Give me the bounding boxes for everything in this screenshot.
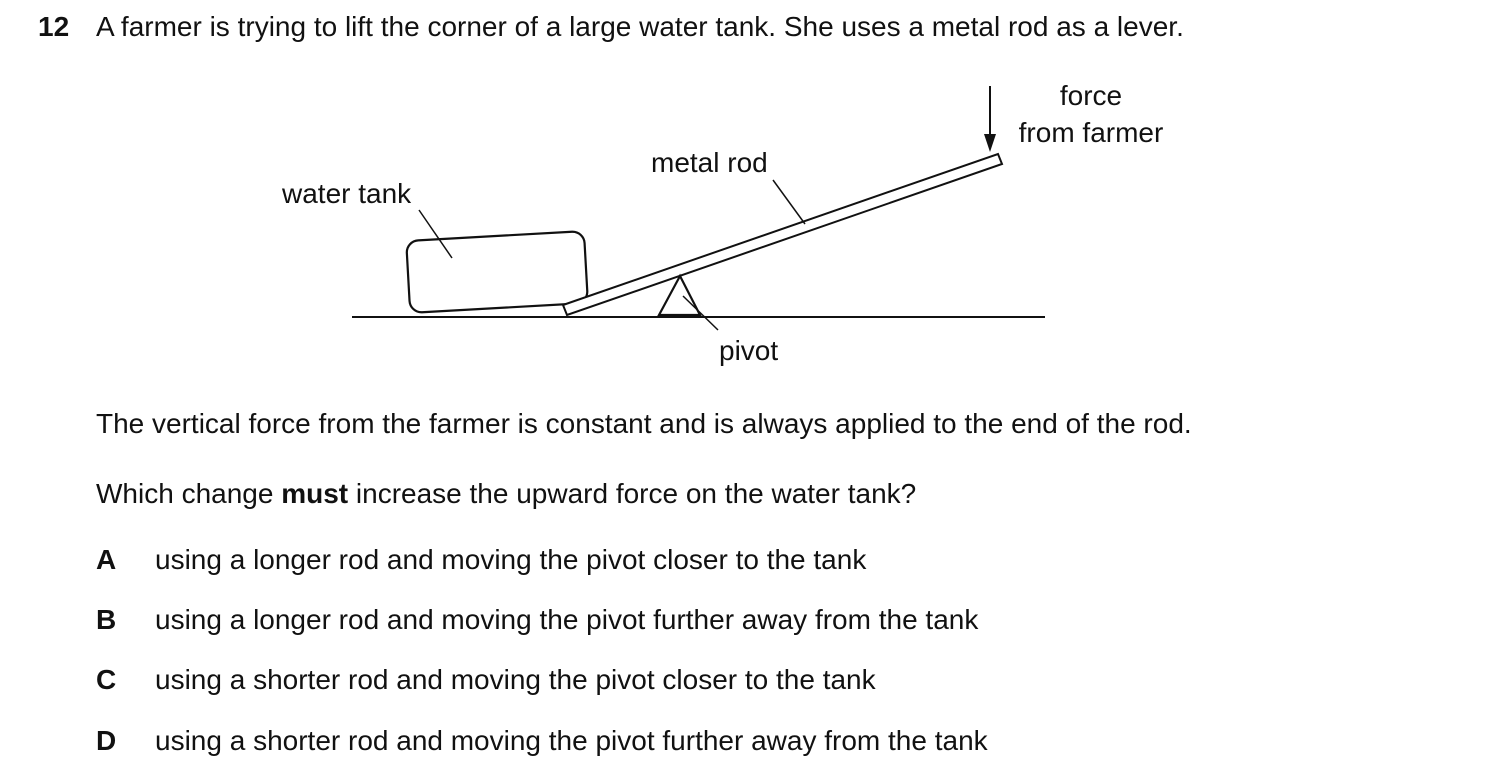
metal-rod-label: metal rod xyxy=(651,147,768,178)
prompt-text-end: increase the upward force on the water tank? xyxy=(348,478,917,509)
option-text: using a shorter rod and moving the pivot further away from the tank xyxy=(155,725,988,756)
option-letter: C xyxy=(96,664,117,695)
force-label-line2: from farmer xyxy=(1018,117,1164,148)
option-letter: A xyxy=(96,544,117,575)
option-letter: D xyxy=(96,725,117,756)
question-number: 12 xyxy=(38,11,70,42)
prompt-text-start: Which change xyxy=(96,478,282,509)
constant-force-paragraph: The vertical force from the farmer is constant and is always applied to the end of the rod. xyxy=(96,408,1192,439)
metal-rod-leader xyxy=(773,180,805,224)
metal-rod-shape xyxy=(563,154,1002,315)
pivot-label: pivot xyxy=(719,335,779,366)
water-tank-shape xyxy=(406,231,588,313)
option-text: using a shorter rod and moving the pivot closer to the tank xyxy=(155,664,876,695)
water-tank-label: water tank xyxy=(282,178,412,209)
option-a[interactable] xyxy=(96,543,866,577)
prompt-emphasis: must xyxy=(281,478,349,509)
option-d[interactable] xyxy=(96,724,988,758)
option-text: using a longer rod and moving the pivot further away from the tank xyxy=(155,604,979,635)
force-arrow-head xyxy=(984,134,996,152)
question-stem: A farmer is trying to lift the corner of a large water tank. She uses a metal rod as a lever. xyxy=(96,11,1184,42)
force-label-line1: force xyxy=(1059,80,1123,111)
question-prompt xyxy=(96,477,916,511)
option-c[interactable] xyxy=(96,663,876,697)
option-text: using a longer rod and moving the pivot closer to the tank xyxy=(155,544,867,575)
option-letter: B xyxy=(96,604,117,635)
option-b[interactable] xyxy=(96,603,978,637)
